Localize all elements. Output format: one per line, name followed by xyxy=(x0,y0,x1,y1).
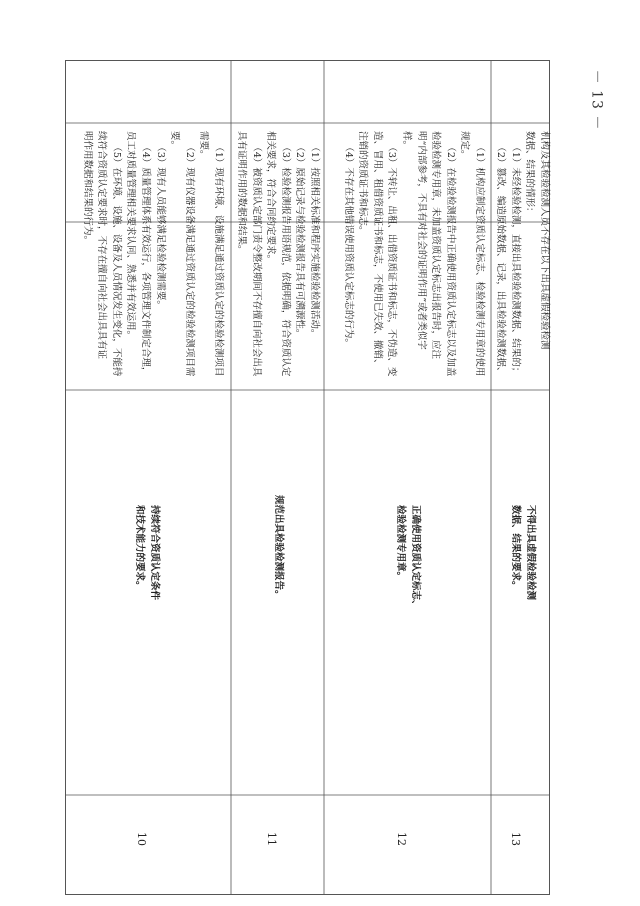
item-text: 规范出具检验检测报告。 xyxy=(273,495,284,600)
row-11-content-cell xyxy=(231,123,324,390)
content-line: （4）被资质认定部门责令整改期间不存擅自向社会出具 xyxy=(250,142,262,377)
item-text: 检验检测专用章。 xyxy=(395,505,407,582)
content-line: 样。 xyxy=(401,131,413,151)
row-11-index-cell xyxy=(231,795,324,895)
row-13-content-cell xyxy=(491,123,550,390)
content-line: （2）篡改、编造原始数据、记录，出具检验检测数据、 xyxy=(495,142,507,377)
item-text: 正确使用资质认定标志、 xyxy=(410,505,421,610)
content-line: 续符合资质认定要求时，不存在擅自向社会出具具有证 xyxy=(96,131,108,360)
row-10-item-cell xyxy=(65,390,231,795)
row-10-index-cell xyxy=(65,795,231,895)
content-line: （4）质量管理体系有效运行，各项管理文件制定合理， xyxy=(140,142,152,377)
row-13-index-cell xyxy=(491,795,550,895)
content-line: （1）现有环境、设施满足通过资质认定的检验检测项目 xyxy=(213,142,224,377)
page-number xyxy=(582,40,612,160)
row-index: 12 xyxy=(395,832,408,846)
content-line: 注销的资质证书和标志。 xyxy=(357,131,369,236)
content-line: 明作用数据和结果的行为。 xyxy=(81,131,93,246)
item-text: 不得出具虚假检验检测 xyxy=(525,505,536,601)
content-line: （3）现有人员能够满足检验检测需要。 xyxy=(154,142,166,310)
content-line: （5）在环境、设施、设备及人员情况发生变化，不能持 xyxy=(110,142,122,377)
content-line: 具有证明作用的数据和结果。 xyxy=(236,131,248,255)
item-text: 和技术能力的要求。 xyxy=(134,505,146,591)
content-line: 要。 xyxy=(169,131,181,151)
item-text: 数据、结果的要求。 xyxy=(510,505,522,591)
row-12-content-cell xyxy=(324,123,491,390)
row-10-content-cell xyxy=(65,123,231,390)
content-line: 员工对质量管理相关要求认同、熟悉并有效运用。 xyxy=(125,131,137,341)
content-line: 数据、结果的情形： xyxy=(524,131,536,217)
item-text: 持续符合资质认定条件 xyxy=(149,505,160,601)
content-line: 检验检测专用章，未加盖资质认定标志出报告时，应注 xyxy=(430,131,442,360)
row-12-index-cell xyxy=(324,795,491,895)
content-line: 机构及其检验检测人员不存在以下出具虚假检验检测 xyxy=(539,131,550,350)
content-line: （2）现有仪器设备满足通过资质认定的检验检测项目需 xyxy=(183,142,195,377)
row-12-item-cell xyxy=(324,390,491,795)
content-line: （3）检验检测报告用语规范，依据明确，符合资质认定 xyxy=(279,142,291,377)
inspection-requirements-table xyxy=(65,60,550,895)
content-line: （3）不转让、出租、出借资质证书和标志，不伪造、变 xyxy=(386,142,398,377)
page-number-text: － 13 － xyxy=(588,69,604,131)
content-line: （1）未经检验检测，直接出具检验检测数据、结果的； xyxy=(509,142,521,377)
row-index: 13 xyxy=(509,832,522,846)
row-index: 10 xyxy=(135,832,148,846)
content-line: （2）原始记录与检验检测报告具有可溯源性。 xyxy=(294,142,306,339)
row-13-item-cell xyxy=(491,390,550,795)
content-line: （1）机构应制定资质认定标志、检验检测专用章的使用 xyxy=(474,142,485,377)
row-11-item-cell xyxy=(231,390,324,795)
row-index: 11 xyxy=(265,832,278,846)
content-line: 相关要求，符合合同约定要求。 xyxy=(265,131,277,265)
content-line: 规定。 xyxy=(459,131,471,160)
content-line: 需要。 xyxy=(198,131,210,160)
content-line: 明“内部参考，不具有对社会的证明作用”或者类似字 xyxy=(415,131,427,350)
content-line: （2）在检验检测报告中正确使用资质认定标志以及加盖 xyxy=(444,142,456,377)
content-line: （1）按照相关标准和程序实施检验检测活动。 xyxy=(309,142,320,339)
content-line: 造、冒用、租借资质证书和标志，不使用已失效、撤销、 xyxy=(371,131,383,369)
content-line: （4）不存在其他错误使用资质认定标志的行为。 xyxy=(342,142,354,348)
